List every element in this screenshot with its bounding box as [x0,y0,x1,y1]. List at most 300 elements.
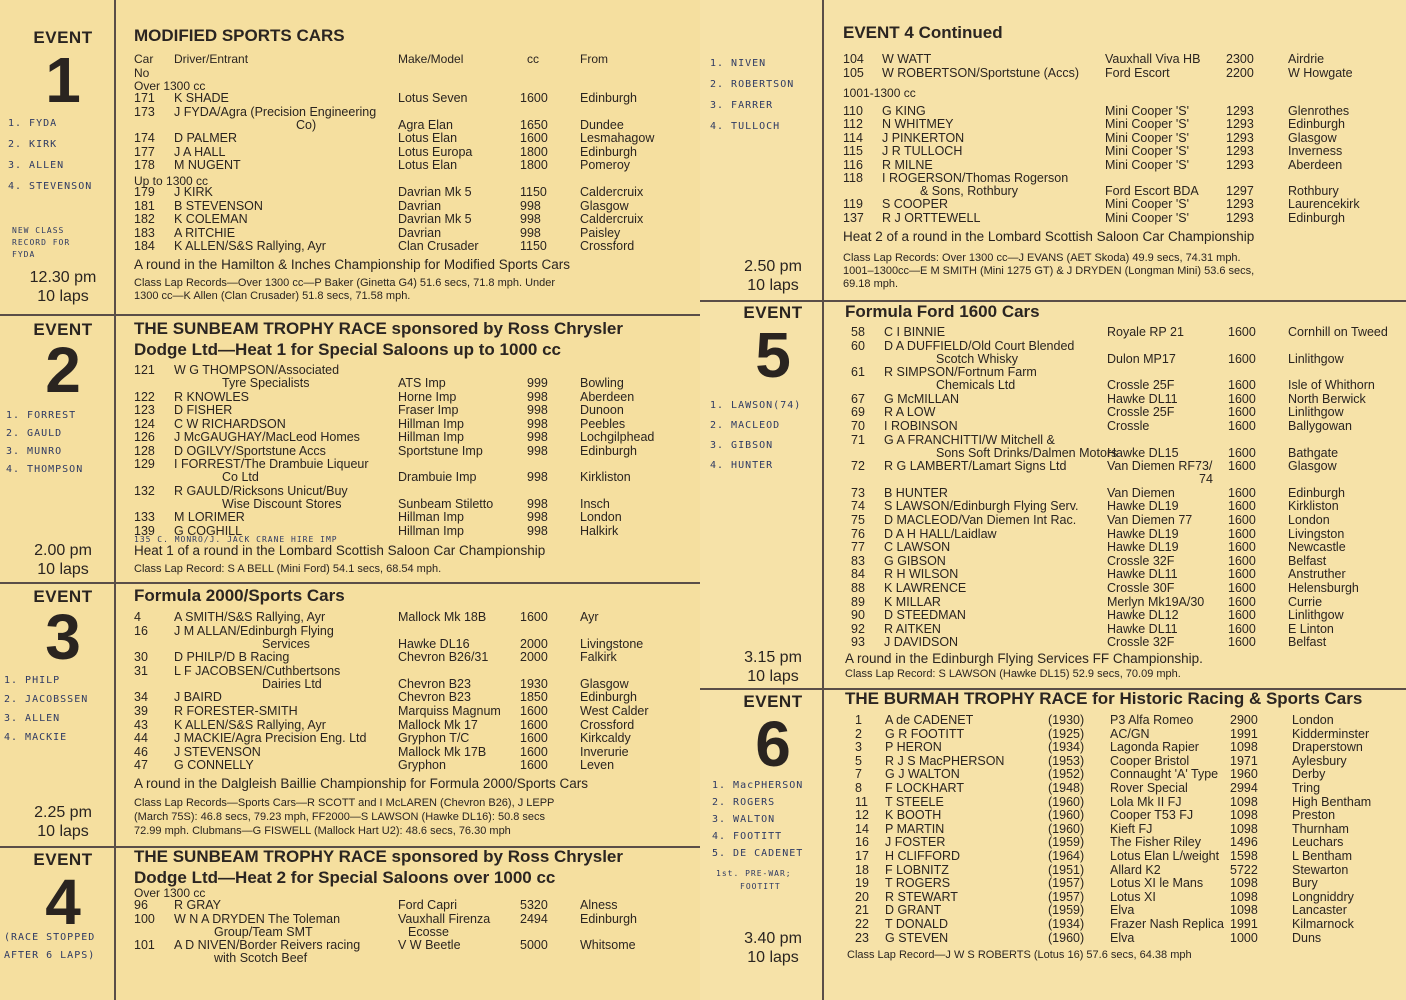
event6-handwritten-2: 3. WALTON [712,814,776,825]
event1b-entry-no: 181 [134,198,155,213]
event1b-entry-no: 179 [134,185,155,199]
event4c-b-entry-no: 119 [843,197,863,212]
event5-entry-driver: R AITKEN [884,621,941,636]
event1-subhead-over: Over 1300 cc [134,79,206,93]
event5-entry-from: Ballygowan [1288,419,1352,433]
event2-laps: 10 laps [37,561,89,578]
event6-entry-no: 5 [855,753,862,768]
event3-entry-driver: J BAIRD [174,690,222,705]
event1-entry-from: Edinburgh [580,91,637,105]
event5-entry-no: 61 [851,365,865,380]
event3-entry-from: Leven [580,758,615,773]
event6-entry-make: P3 Alfa Romeo [1110,713,1194,727]
event2-entry-no: 133 [134,510,155,524]
event1-note: A round in the Hamilton & Inches Championship for Modified Sports Cars [134,257,570,272]
event1-laps: 10 laps [37,288,89,305]
event5-entry-no: 75 [851,513,865,527]
event2-record-0: Class Lap Record: S A BELL (Mini Ford) 54.1 secs, 68.54 mph. [134,563,442,575]
event6-entry-year: (1930) [1048,713,1085,727]
event4c-laps: 10 laps [747,277,799,294]
event6-entry-year: (1948) [1048,781,1085,795]
event2-entry-cc: 998 [527,470,548,484]
event4c-b-entry-driver: I ROGERSON/Thomas Rogerson [882,171,1069,185]
event2-handwritten-0: 1. FORREST [6,410,77,421]
event6-entry-no: 20 [855,889,869,904]
event5-entry-from: Newcastle [1288,540,1346,555]
event6-entry-no: 12 [855,808,869,823]
event1-title: MODIFIED SPORTS CARS [134,26,345,45]
event2-entry-make: Fraser Imp [398,403,459,417]
event3-entry-no: 47 [134,758,148,773]
event3-entry-driver: J M ALLAN/Edinburgh Flying [174,623,334,638]
event6-entry-driver: G J WALTON [885,767,960,782]
event6-entry-year: (1964) [1048,849,1085,863]
event2-entry-cc: 998 [527,523,548,538]
event2-entry-no: 139 [134,523,155,538]
event6-entry-driver: T ROGERS [885,876,951,891]
event4c-b-entry-driver: S COOPER [882,197,948,212]
event1-entry-cc: 1800 [520,158,548,173]
event5-entry-no: 70 [851,419,865,433]
event5-record-0: Class Lap Record: S LAWSON (Hawke DL15) 52.9 secs, 70.09 mph. [845,668,1181,680]
event6-entry-cc: 1971 [1230,753,1258,768]
event4c-b-entry-driver: G KING [882,104,926,118]
event2-bottom-rule [0,582,700,584]
event6-entry-driver: D GRANT [885,903,942,918]
event4-label: EVENT [33,850,93,869]
event1-handwritten-4: NEW CLASS [12,226,65,235]
event4c-b-entry-from: Glasgow [1288,130,1337,145]
event1-handwritten-3: 4. STEVENSON [8,181,93,192]
event4c-handwritten-0: 1. NIVEN [710,58,767,69]
event5-entry-make: Dulon MP17 [1107,351,1176,366]
event3-entry-from: Livingstone [580,636,644,651]
event1-handwritten-0: 1. FYDA [8,118,58,129]
event1-entry-no: 177 [134,144,155,159]
event5-entry-cc: 1600 [1228,513,1256,527]
event5-handwritten-3: 4. HUNTER [710,460,774,471]
event5-entry-from: Belfast [1288,553,1327,568]
event1-entry-make: Lotus Europa [398,144,473,159]
event6-entry-cc: 1098 [1230,794,1258,809]
event2-entry-from: Aberdeen [580,389,635,404]
event6-entry-year: (1953) [1048,753,1085,768]
event2-entry-cc: 998 [527,416,548,431]
event4c-b-entry-make: Mini Cooper 'S' [1105,130,1189,145]
event1-entry-cc: 1650 [520,117,548,132]
event5-entry-driver-cont: Scotch Whisky [936,351,1018,366]
event6-entry-from: London [1292,713,1334,727]
event4-entry-driver: A D NIVEN/Border Reivers racing [174,938,361,953]
event6-entry-make: Rover Special [1110,781,1188,795]
event1-label: EVENT [33,28,93,47]
event2-entry-no: 121 [134,363,155,377]
event3-entry-cc: 1600 [520,610,548,624]
event2-entry-from: Peebles [580,416,626,431]
event2-entry-driver: C W RICHARDSON [174,416,286,431]
event5-entry-no: 76 [851,526,865,541]
event3-entry-make: Gryphon T/C [398,731,470,746]
event6-entry-driver: F LOCKHART [885,781,964,795]
event1-entry-no: 171 [134,91,155,105]
event5-entry-driver: C I BINNIE [884,325,946,339]
event5-entry-make: Crossle [1107,419,1150,433]
event5-entry-no: 88 [851,581,865,595]
event1b-entry-driver: J KIRK [174,185,213,199]
event5-entry-driver: D MACLEOD/Van Diemen Int Rac. [884,513,1077,527]
event1b-entry-make: Davrian Mk 5 [398,185,472,199]
event1b-entry-make: Davrian [398,198,442,213]
event6-entry-from: High Bentham [1292,794,1372,809]
event4c-title: EVENT 4 Continued [843,23,1003,42]
event6-entry-no: 2 [855,726,862,741]
event4c-note: Heat 2 of a round in the Lombard Scottish Saloon Car Championship [843,229,1255,244]
event6-entry-year: (1957) [1048,876,1085,891]
event1-handwritten-2: 3. ALLEN [8,160,65,171]
event6-entry-make: Kieft FJ [1110,821,1153,836]
event5-entry-make-cont: 74 [1199,472,1213,487]
event2-entry-driver: I FORREST/The Drambuie Liqueur [174,457,369,471]
event1-record-1: 1300 cc—K Allen (Clan Crusader) 51.8 secs, 71.58 mph. [134,290,411,302]
event5-entry-driver: D A H HALL/Laidlaw [884,526,997,541]
event5-entry-driver: I ROBINSON [884,419,958,433]
event3-entry-cc: 1600 [520,717,548,732]
event5-entry-make: Hawke DL11 [1107,567,1178,582]
event4c-b-entry-make: Mini Cooper 'S' [1105,104,1189,118]
event6-entry-no: 7 [855,767,862,782]
event4c-a-entry-from: Airdrie [1288,52,1325,66]
event3-entry-driver: K ALLEN/S&S Rallying, Ayr [174,717,326,732]
event5-entry-cc: 1600 [1228,499,1256,514]
event4-entry-make-cont: Ecosse [408,924,449,939]
event3-handwritten-2: 3. ALLEN [4,713,61,724]
event6-entry-driver: A de CADENET [885,713,974,727]
event5-entry-driver: B HUNTER [884,485,948,500]
event2-entry-make: Hillman Imp [398,510,464,524]
event6-entry-from: L Bentham [1292,849,1352,863]
event6-entry-make: Lotus XI le Mans [1110,876,1204,891]
event4c-a-entry-cc: 2200 [1226,65,1254,80]
event5-entry-make: Hawke DL15 [1107,445,1179,460]
event3-entry-no: 4 [134,610,141,624]
event5-entry-driver-cont: Chemicals Ltd [936,378,1016,393]
event5-entry-from: Livingston [1288,526,1345,541]
event6-entry-from: Aylesbury [1292,753,1347,768]
event1b-entry-from: Crossford [580,239,635,253]
event4c-b-entry-make: Mini Cooper 'S' [1105,197,1189,212]
event4c-b-entry-cc: 1297 [1226,184,1254,198]
event6-entry-from: Derby [1292,767,1326,782]
event1-entry-driver: J FYDA/Agra (Precision Engineering [174,104,377,119]
event2-entry-from: London [580,510,622,524]
event5-entry-cc: 1600 [1228,351,1256,366]
event4c-b-entry-from: Laurencekirk [1288,197,1360,212]
event5-entry-driver: K LAWRENCE [884,581,967,595]
event3-entry-no: 39 [134,704,148,718]
event1-header-driver: Driver/Entrant [174,52,249,66]
event4-entry-cc: 2494 [520,911,548,926]
event1b-entry-cc: 1150 [520,185,547,199]
event6-entry-year: (1957) [1048,889,1085,904]
event5-entry-make: Hawke DL19 [1107,526,1179,541]
event6-handwritten-4: 5. DE CADENET [712,848,804,859]
event6-handwritten-0: 1. MacPHERSON [712,780,804,791]
event5-entry-cc: 1600 [1228,540,1256,555]
event2-entry-no: 129 [134,457,155,471]
event5-entry-from: North Berwick [1288,391,1366,406]
event6-entry-cc: 1098 [1230,740,1258,755]
event2-entry-from: Kirkliston [580,470,631,484]
event2-note: Heat 1 of a round in the Lombard Scottish Saloon Car Championship [134,543,546,558]
event4-entry-from: Whitsome [580,938,636,953]
event4c-b-entry-from: Edinburgh [1288,210,1345,225]
event2-entry-no: 128 [134,443,155,458]
event3-entry-no: 43 [134,717,148,732]
event5-entry-cc: 1600 [1228,526,1256,541]
event4-entry-no: 100 [134,911,155,926]
event6-entry-no: 16 [855,835,869,850]
event5-time: 3.15 pm [744,649,802,666]
event2-entry-from: Halkirk [580,523,619,538]
event6-entry-cc: 1960 [1230,767,1258,782]
event6-entry-year: (1960) [1048,930,1085,945]
event3-entry-no: 31 [134,663,148,678]
event2-title: THE SUNBEAM TROPHY RACE sponsored by Ross Chrysler [134,319,623,338]
event3-entry-driver-cont: Services [262,636,310,651]
event3-entry-make: Hawke DL16 [398,636,470,651]
event6-entry-year: (1960) [1048,794,1085,809]
event6-entry-cc: 1098 [1230,821,1258,836]
event2-entry-driver-cont: Tyre Specialists [222,376,310,390]
event1-header-make: Make/Model [398,52,464,66]
event6-entry-cc: 1000 [1230,930,1258,945]
event4c-handwritten-3: 4. TULLOCH [710,121,781,132]
event5-entry-from: Bathgate [1288,445,1339,460]
event6-entry-year: (1952) [1048,767,1085,782]
event5-entry-driver: D STEEDMAN [884,608,966,623]
event1-handwritten-5: RECORD FOR [12,238,71,247]
event5-entry-no: 58 [851,325,865,339]
event6-handwritten-5: 1st. PRE-WAR; [716,869,792,878]
event1-header-cc: cc [527,52,539,66]
event5-entry-from: Glasgow [1288,459,1337,474]
event5-entry-cc: 1600 [1228,635,1256,650]
event4c-b-entry-cc: 1293 [1226,157,1254,172]
event6-entry-from: Bury [1292,876,1318,891]
event5-entry-make: Van Diemen 77 [1107,513,1193,527]
event5-entry-no: 73 [851,485,865,500]
event6-entry-from: Kilmarnock [1292,917,1354,931]
event6-entry-driver: T STEELE [885,794,944,809]
event3-entry-no: 16 [134,623,148,638]
event6-entry-driver: K BOOTH [885,808,942,823]
event4c-b-entry-no: 116 [843,157,863,172]
event6-entry-no: 14 [855,821,869,836]
event6-handwritten-3: 4. FOOTITT [712,831,783,842]
event1-time: 12.30 pm [29,269,97,286]
event2-entry-make: Hillman Imp [398,430,464,444]
event3-entry-make: Mallock Mk 17B [398,744,487,759]
event6-entry-driver: P HERON [885,740,942,755]
event5-entry-make: Van Diemen [1107,485,1175,500]
event4c-a-entry-no: 105 [843,65,864,80]
event2-entry-no: 122 [134,389,155,404]
event3-entry-driver: G CONNELLY [174,758,254,773]
event1b-entry-make: Clan Crusader [398,239,479,253]
event3-entry-cc: 1600 [520,704,548,718]
event6-entry-cc: 1098 [1230,903,1258,918]
event3-entry-driver: J STEVENSON [174,744,261,759]
event6-entry-make: The Fisher Riley [1110,835,1201,850]
event4-entry-from: Alness [580,898,618,912]
right-margin-rule [822,0,824,1000]
event4c-b-entry-no: 137 [843,210,864,225]
event1-header-car: Car [134,52,154,66]
event4-subhead-over: Over 1300 cc [134,886,206,900]
event6-entry-year: (1934) [1048,917,1085,931]
event2-handwritten-entry: 135 C. MONRO/J. JACK CRANE HIRE IMP [134,535,338,544]
event1-entry-make: Lotus Elan [398,158,458,173]
event6-entry-make: Lagonda Rapier [1110,740,1199,755]
event1b-entry-no: 182 [134,212,155,226]
event6-entry-no: 3 [855,740,862,755]
event6-entry-year: (1959) [1048,835,1085,850]
event6-entry-from: Tring [1292,781,1321,795]
event4c-handwritten-1: 2. ROBERTSON [710,79,795,90]
event2-entry-driver: R GAULD/Ricksons Unicut/Buy [174,483,348,498]
event3-handwritten-3: 4. MACKIE [4,732,68,743]
event6-entry-cc: 1991 [1230,917,1258,931]
event5-entry-cc: 1600 [1228,608,1256,623]
event5-entry-no: 93 [851,635,865,650]
event6-entry-no: 22 [855,917,869,931]
event5-entry-cc: 1600 [1228,594,1256,609]
event6-entry-driver: J FOSTER [885,835,946,850]
event3-entry-cc: 1930 [520,676,548,691]
event2-handwritten-3: 4. THOMPSON [6,464,84,475]
event5-entry-no: 72 [851,459,865,474]
event2-entry-driver-cont: Co Ltd [222,470,259,484]
event1-entry-driver: K SHADE [174,91,229,105]
event2-entry-make: Sunbeam Stiletto [398,496,494,511]
event2-entry-no: 124 [134,416,155,431]
event6-entry-no: 17 [855,849,869,863]
event6-entry-no: 11 [855,794,868,809]
event5-entry-make: Van Diemen RF73/ [1107,459,1213,474]
event1-entry-from: Dundee [580,117,624,132]
event5-entry-from: Anstruther [1288,567,1346,582]
event6-entry-driver: P MARTIN [885,821,945,836]
event6-entry-from: Kidderminster [1292,726,1370,741]
event6-entry-make: Cooper T53 FJ [1110,808,1194,823]
event6-handwritten-6: FOOTITT [740,882,781,891]
event5-handwritten-2: 3. GIBSON [710,440,774,451]
event1b-entry-cc: 998 [520,225,541,240]
event1-header-no: No [134,66,150,80]
event3-entry-cc: 1600 [520,758,548,773]
event2-entry-driver: R KNOWLES [174,389,250,404]
event5-entry-driver: G McMILLAN [884,391,960,406]
event6-entry-cc: 1991 [1230,726,1258,741]
event4c-b-entry-driver-cont: & Sons, Rothbury [920,184,1018,198]
event4c-b-entry-driver: R J ORTTEWELL [882,210,981,225]
event6-entry-driver: G R FOOTITT [885,726,965,741]
event5-entry-no: 60 [851,338,865,353]
event3-entry-driver-cont: Dairies Ltd [262,676,322,691]
event1b-entry-from: Caldercruix [580,212,644,226]
event3-entry-driver: D PHILP/D B Racing [174,650,290,665]
event3-entry-cc: 2000 [520,636,548,651]
event4c-a-entry-driver: W WATT [882,52,932,66]
event3-entry-make: Marquiss Magnum [398,704,501,718]
event3-record-2: 72.99 mph. Clubmans—G FISWELL (Mallock Hart U2): 48.6 secs, 76.30 mph [134,825,511,837]
event6-entry-make: Elva [1110,930,1135,945]
event1b-entry-driver: K COLEMAN [174,212,248,226]
event4c-b-entry-no: 115 [843,144,863,159]
event3-entry-from: Falkirk [580,650,617,665]
event1-entry-make: Lotus Elan [398,131,458,146]
event4c-b-entry-make: Mini Cooper 'S' [1105,157,1189,172]
event5-entry-make: Hawke DL19 [1107,499,1179,514]
event5-entry-no: 71 [851,432,865,447]
event6-entry-from: Duns [1292,930,1322,945]
event6-entry-make: Lola Mk II FJ [1110,794,1182,809]
event1-entry-make: Lotus Seven [398,91,468,105]
event2-entry-cc: 998 [527,510,548,524]
event4c-b-entry-cc: 1293 [1226,130,1254,145]
event3-entry-make: Chevron B26/31 [398,650,489,665]
event3-entry-no: 44 [134,731,148,746]
event4c-b-entry-make: Ford Escort BDA [1105,184,1199,198]
event6-entry-no: 18 [855,862,869,877]
event1-number: 1 [45,44,81,116]
event5-entry-make: Hawke DL12 [1107,608,1179,623]
event6-laps: 10 laps [747,949,799,966]
event4-entry-make: V W Beetle [398,938,461,953]
event2-entry-from: Dunoon [580,403,624,417]
event6-entry-cc: 5722 [1230,862,1258,877]
event6-entry-no: 8 [855,781,862,795]
event6-entry-from: Longniddry [1292,889,1354,904]
event2-time: 2.00 pm [34,542,92,559]
event5-entry-driver: J DAVIDSON [884,635,959,650]
event2-entry-cc: 998 [527,496,548,511]
event4-bottom-rule [700,300,1406,302]
event2-entry-from: Bowling [580,376,624,390]
event1-entry-from: Edinburgh [580,144,637,159]
event6-entry-driver: R STEWART [885,889,958,904]
event3-entry-make: Mallock Mk 17 [398,717,478,732]
event4-entry-make: Ford Capri [398,898,458,912]
event6-entry-year: (1934) [1048,740,1085,755]
event5-entry-make: Hawke DL11 [1107,391,1178,406]
event5-entry-cc: 1600 [1228,378,1256,393]
event6-entry-cc: 1098 [1230,808,1258,823]
event4c-record-1: 1001–1300cc—E M SMITH (Mini 1275 GT) & J DRYDEN (Longman Mini) 53.6 secs, [843,265,1255,277]
event5-note: A round in the Edinburgh Flying Services FF Championship. [845,651,1203,666]
event3-entry-cc: 1600 [520,731,548,746]
event2-entry-no: 126 [134,430,155,444]
event4c-handwritten-2: 3. FARRER [710,100,774,111]
event6-entry-no: 23 [855,930,869,945]
event4c-a-entry-make: Ford Escort [1105,65,1170,80]
event4c-b-entry-from: Aberdeen [1288,157,1343,172]
event5-entry-from: Isle of Whithorn [1288,378,1375,393]
event6-entry-from: Leuchars [1292,835,1344,850]
event4-entry-driver-cont: with Scotch Beef [214,951,308,966]
event2-entry-from: Insch [580,496,610,511]
event6-entry-cc: 1098 [1230,889,1258,904]
